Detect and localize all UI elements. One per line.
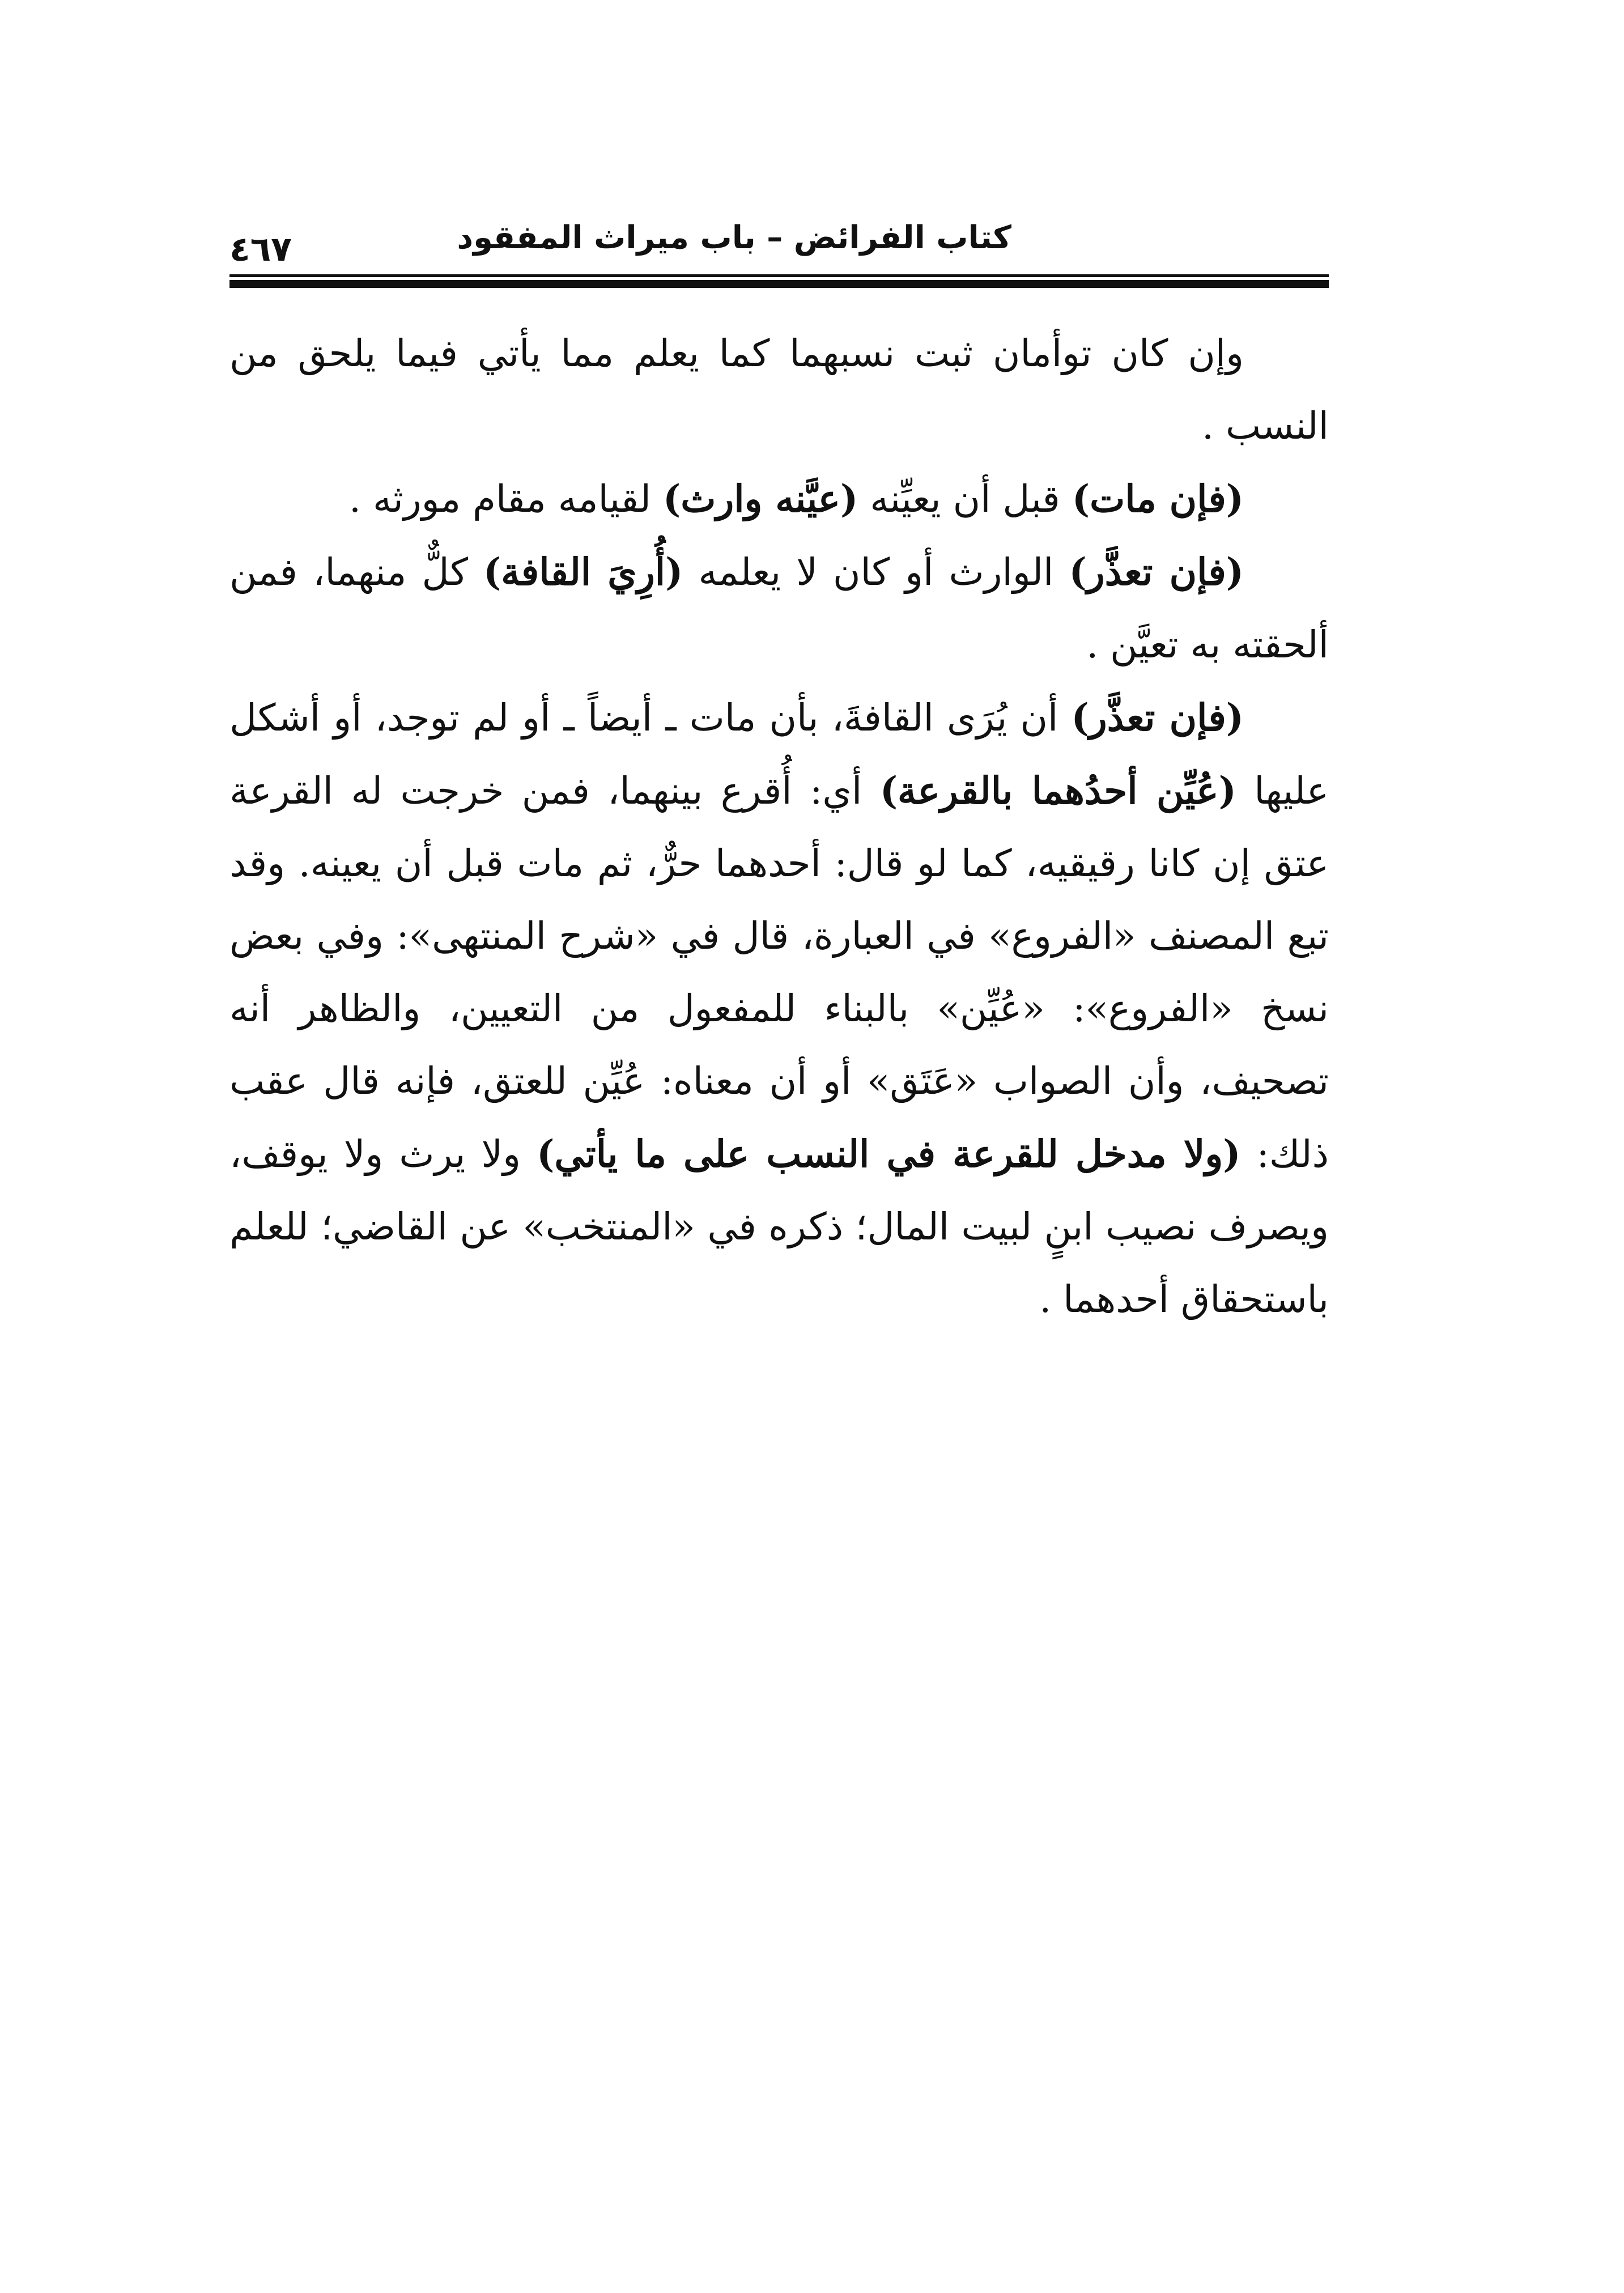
text-segment: كلٌّ منهما، فمن ألحقته به تعيَّن . [229, 550, 1329, 666]
bold-phrase: (عيَّنه وارث) [662, 477, 858, 521]
text-segment: أي: أُقرع بينهما، فمن خرجت له القرعة عتق إن كانا رقيقيه، كما لو قال: أحدهما حرٌّ، ثم مات قبل أن يعينه. وقد تبع المصنف «الفروع» في العبارة، قال في «شرح المنتهى»: وفي بعض نسخ «الفروع»: «عُيِّن» بالبناء للمفعول من التعيين، والظاهر أنه تصحيف، وأن الصواب «عَتَق» أو أن معناه: عُيِّن للعتق، فإنه قال عقب ذلك: [229, 769, 1329, 1176]
bold-phrase: (ولا مدخل للقرعة في النسب على ما يأتي) [537, 1132, 1241, 1176]
bold-phrase: (عُيِّن أحدُهما بالقرعة) [879, 768, 1236, 813]
running-title: كتاب الفرائض – باب ميراث المفقود [457, 219, 1011, 256]
bold-phrase: (فإن مات) [1072, 477, 1244, 521]
page-number: ٤٦٧ [229, 230, 292, 269]
text-segment: لقيامه مقام مورثه . [349, 477, 663, 521]
text-segment: وإن كان توأمان ثبت نسبهما كما يعلم مما يأتي فيما يلحق من النسب . [229, 332, 1329, 448]
text-segment: أن يُرَى القافةَ، بأن مات ـ أيضاً ـ أو لم توجد، أو أشكل عليها [229, 696, 1329, 813]
text-segment: ولا يرث ولا يوقف، ويصرف نصيب ابنٍ لبيت المال؛ ذكره في «المنتخب» عن القاضي؛ للعلم باستحقاق أحدهما . [229, 1132, 1329, 1321]
paragraph-4 [229, 681, 1329, 1336]
paragraph-2 [229, 462, 1329, 536]
text-segment: قبل أن يعيِّنه [858, 477, 1072, 521]
page-header [229, 215, 1329, 269]
bold-phrase: (أُرِيَ القافة) [483, 550, 683, 594]
bold-phrase: (فإن تعذَّر) [1069, 550, 1244, 594]
paragraph-3 [229, 536, 1329, 681]
header-rule-thick [229, 280, 1329, 288]
text-segment: الوارث أو كان لا يعلمه [683, 550, 1069, 594]
paragraph-1 [229, 317, 1329, 462]
bold-phrase: (فإن تعذَّر) [1071, 695, 1244, 740]
body-text [229, 317, 1329, 1336]
header-rule-thin [229, 274, 1329, 277]
